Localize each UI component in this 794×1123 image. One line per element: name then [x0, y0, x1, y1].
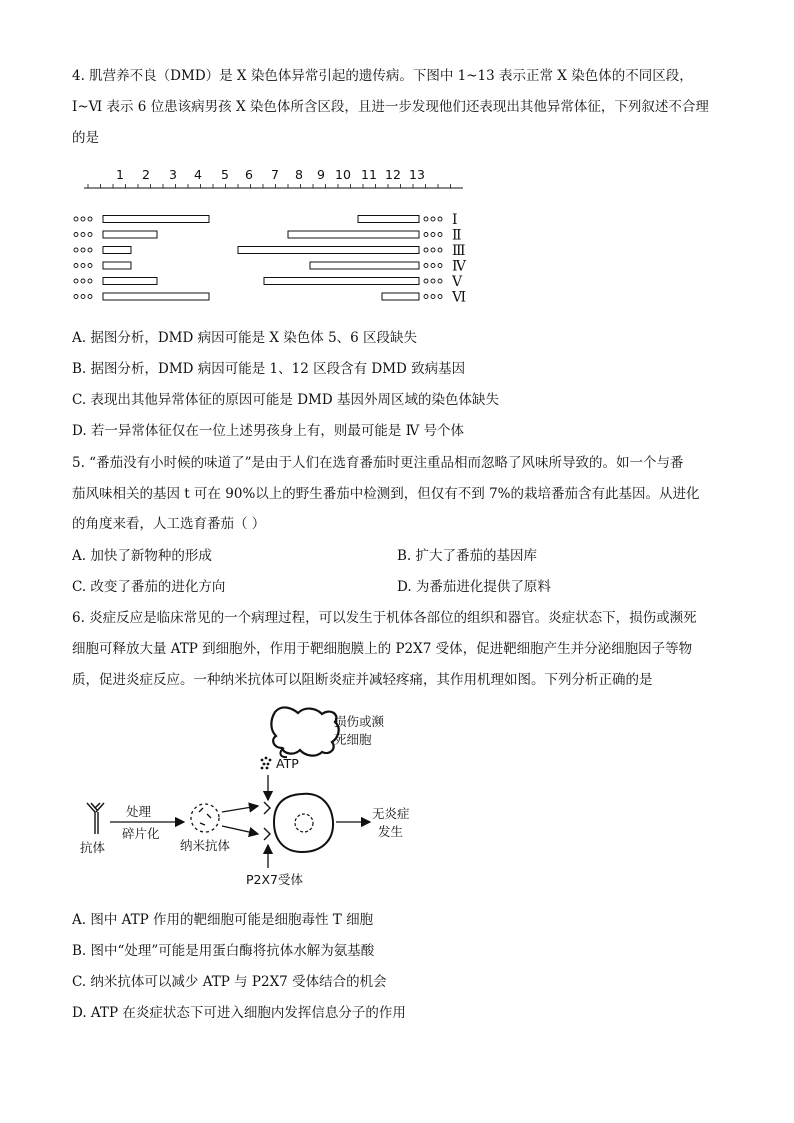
ellipsis-dot [438, 279, 442, 283]
q6-option-d[interactable]: D. ATP 在炎症状态下可进入细胞内发挥信息分子的作用 [72, 1005, 406, 1021]
q6-option-c[interactable]: C. 纳米抗体可以减少 ATP 与 P2X7 受体结合的机会 [72, 974, 387, 990]
ellipsis-dot [438, 264, 442, 268]
ruler-number: 4 [194, 167, 202, 182]
q5-stem-line-1: 5. “番茄没有小时候的味道了”是由于人们在选育番茄时更注重品相而忽略了风味所导致的。如一个与番 [72, 455, 684, 471]
patient-label: Ⅰ [452, 212, 458, 228]
dying-cell-label-1: 损伤或濒 [334, 714, 385, 729]
ellipsis-dot [74, 217, 78, 221]
retained-segment-bar [382, 293, 419, 300]
ellipsis-dot [74, 295, 78, 299]
dying-cell-label-2: 死细胞 [334, 732, 372, 747]
target-cell [274, 794, 333, 852]
ellipsis-dot [431, 248, 435, 252]
ellipsis-dot [424, 264, 428, 268]
ellipsis-dot [424, 295, 428, 299]
ruler-number: 13 [409, 167, 425, 182]
ruler-number: 1 [116, 167, 124, 182]
retained-segment-bar [103, 278, 157, 285]
ellipsis-dot [74, 248, 78, 252]
retained-segment-bar [103, 231, 157, 238]
ruler-number: 6 [245, 167, 253, 182]
nanobody-arrow-upper [222, 806, 258, 812]
chromosome-region-figure [0, 0, 794, 320]
dying-cell-shape [271, 707, 338, 755]
patient-rows [74, 212, 467, 306]
nanobody-cluster-icon [191, 804, 219, 832]
target-cell-nucleus [295, 814, 313, 832]
patient-label: Ⅵ [452, 289, 467, 306]
ellipsis-dot [424, 279, 428, 283]
ellipsis-dot [431, 217, 435, 221]
p2x7-receptor-lower [264, 828, 270, 840]
q5-option-c[interactable]: C. 改变了番茄的进化方向 [72, 579, 226, 595]
ellipsis-dot [81, 233, 85, 237]
ellipsis-dot [88, 279, 92, 283]
retained-segment-bar [288, 231, 419, 238]
nanobody-label: 纳米抗体 [180, 838, 231, 853]
retained-segment-bar [238, 247, 419, 254]
patient-label: Ⅳ [452, 258, 466, 275]
no-inflammation-label-1: 无炎症 [372, 806, 410, 821]
antibody-icon [87, 803, 104, 834]
region-ruler [84, 167, 463, 188]
antibody-label: 抗体 [80, 840, 106, 855]
q5-option-d[interactable]: D. 为番茄进化提供了原料 [397, 579, 551, 595]
retained-segment-bar [310, 262, 419, 269]
q5-option-b[interactable]: B. 扩大了番茄的基因库 [397, 548, 538, 564]
ruler-number: 12 [385, 167, 401, 182]
ellipsis-dot [438, 295, 442, 299]
receptor-label: P2X7受体 [246, 872, 304, 887]
q4-option-b[interactable]: B. 据图分析，DMD 病因可能是 1、12 区段含有 DMD 致病基因 [72, 361, 466, 377]
ellipsis-dot [74, 279, 78, 283]
q4-stem-line-2: Ⅰ~Ⅵ 表示 6 位患该病男孩 X 染色体所含区段，且进一步发现他们还表现出其他异常体征，下列叙述不合理 [72, 99, 709, 115]
atp-label: ATP [276, 756, 299, 771]
ellipsis-dot [81, 279, 85, 283]
ellipsis-dot [424, 248, 428, 252]
q6-option-a[interactable]: A. 图中 ATP 作用的靶细胞可能是细胞毒性 T 细胞 [72, 912, 374, 928]
q5-option-a[interactable]: A. 加快了新物种的形成 [72, 548, 212, 564]
q4-stem-line-3: 的是 [72, 130, 99, 146]
ellipsis-dot [88, 217, 92, 221]
ruler-number: 5 [221, 167, 229, 182]
ellipsis-dot [431, 279, 435, 283]
retained-segment-bar [103, 247, 131, 254]
ruler-number: 2 [142, 167, 150, 182]
ruler-number: 3 [169, 167, 177, 182]
ellipsis-dot [88, 295, 92, 299]
ruler-number: 11 [361, 167, 377, 182]
q4-stem-line-1: 4. 肌营养不良（DMD）是 X 染色体异常引起的遗传病。下图中 1~13 表示正常 X 染色体的不同区段， [72, 68, 693, 84]
ellipsis-dot [88, 248, 92, 252]
ruler-number: 8 [295, 167, 303, 182]
ellipsis-dot [424, 217, 428, 221]
ellipsis-dot [438, 217, 442, 221]
process-label: 处理 [126, 804, 152, 819]
retained-segment-bar [103, 216, 209, 223]
ellipsis-dot [74, 233, 78, 237]
q6-stem-line-1: 6. 炎症反应是临床常见的一个病理过程，可以发生于机体各部位的组织和器官。炎症状态下，损伤或濒死 [72, 610, 697, 626]
ellipsis-dot [438, 233, 442, 237]
ellipsis-dot [81, 217, 85, 221]
ellipsis-dot [81, 248, 85, 252]
ellipsis-dot [431, 233, 435, 237]
ellipsis-dot [88, 233, 92, 237]
retained-segment-bar [103, 293, 209, 300]
q6-option-b[interactable]: B. 图中“处理”可能是用蛋白酶将抗体水解为氨基酸 [72, 943, 375, 959]
atp-particles [261, 757, 272, 770]
patient-label: Ⅴ [452, 274, 463, 290]
retained-segment-bar [103, 262, 131, 269]
fragment-label: 碎片化 [122, 826, 160, 841]
ellipsis-dot [438, 248, 442, 252]
retained-segment-bar [358, 216, 419, 223]
nanobody-arrow-lower [222, 826, 258, 834]
ellipsis-dot [81, 295, 85, 299]
p2x7-receptor-upper [264, 802, 270, 814]
nanobody-mechanism-diagram [0, 700, 794, 900]
q5-stem-line-2: 茄风味相关的基因 t 可在 90%以上的野生番茄中检测到，但仅有不到 7%的栽培番茄含有此基因。从进化 [72, 486, 700, 502]
ruler-number: 9 [317, 167, 325, 182]
retained-segment-bar [264, 278, 419, 285]
ellipsis-dot [74, 264, 78, 268]
ruler-number: 10 [335, 167, 351, 182]
q4-option-c[interactable]: C. 表现出其他异常体征的原因可能是 DMD 基因外周区域的染色体缺失 [72, 392, 499, 408]
ellipsis-dot [431, 264, 435, 268]
patient-label: Ⅲ [452, 243, 466, 259]
no-inflammation-label-2: 发生 [378, 824, 404, 839]
q4-option-a[interactable]: A. 据图分析，DMD 病因可能是 X 染色体 5、6 区段缺失 [72, 330, 418, 346]
ellipsis-dot [88, 264, 92, 268]
ellipsis-dot [81, 264, 85, 268]
q4-option-d[interactable]: D. 若一异常体征仅在一位上述男孩身上有，则最可能是 Ⅳ 号个体 [72, 423, 464, 439]
patient-label: Ⅱ [452, 227, 462, 244]
ruler-number: 7 [271, 167, 279, 182]
q6-stem-line-3: 质，促进炎症反应。一种纳米抗体可以阻断炎症并减轻疼痛，其作用机理如图。下列分析正确的是 [72, 672, 653, 688]
ellipsis-dot [424, 233, 428, 237]
q5-stem-line-3: 的角度来看，人工选育番茄（ ） [72, 516, 266, 532]
ellipsis-dot [431, 295, 435, 299]
q6-stem-line-2: 细胞可释放大量 ATP 到细胞外，作用于靶细胞膜上的 P2X7 受体，促进靶细胞产生并分泌细胞因子等物 [72, 641, 693, 657]
